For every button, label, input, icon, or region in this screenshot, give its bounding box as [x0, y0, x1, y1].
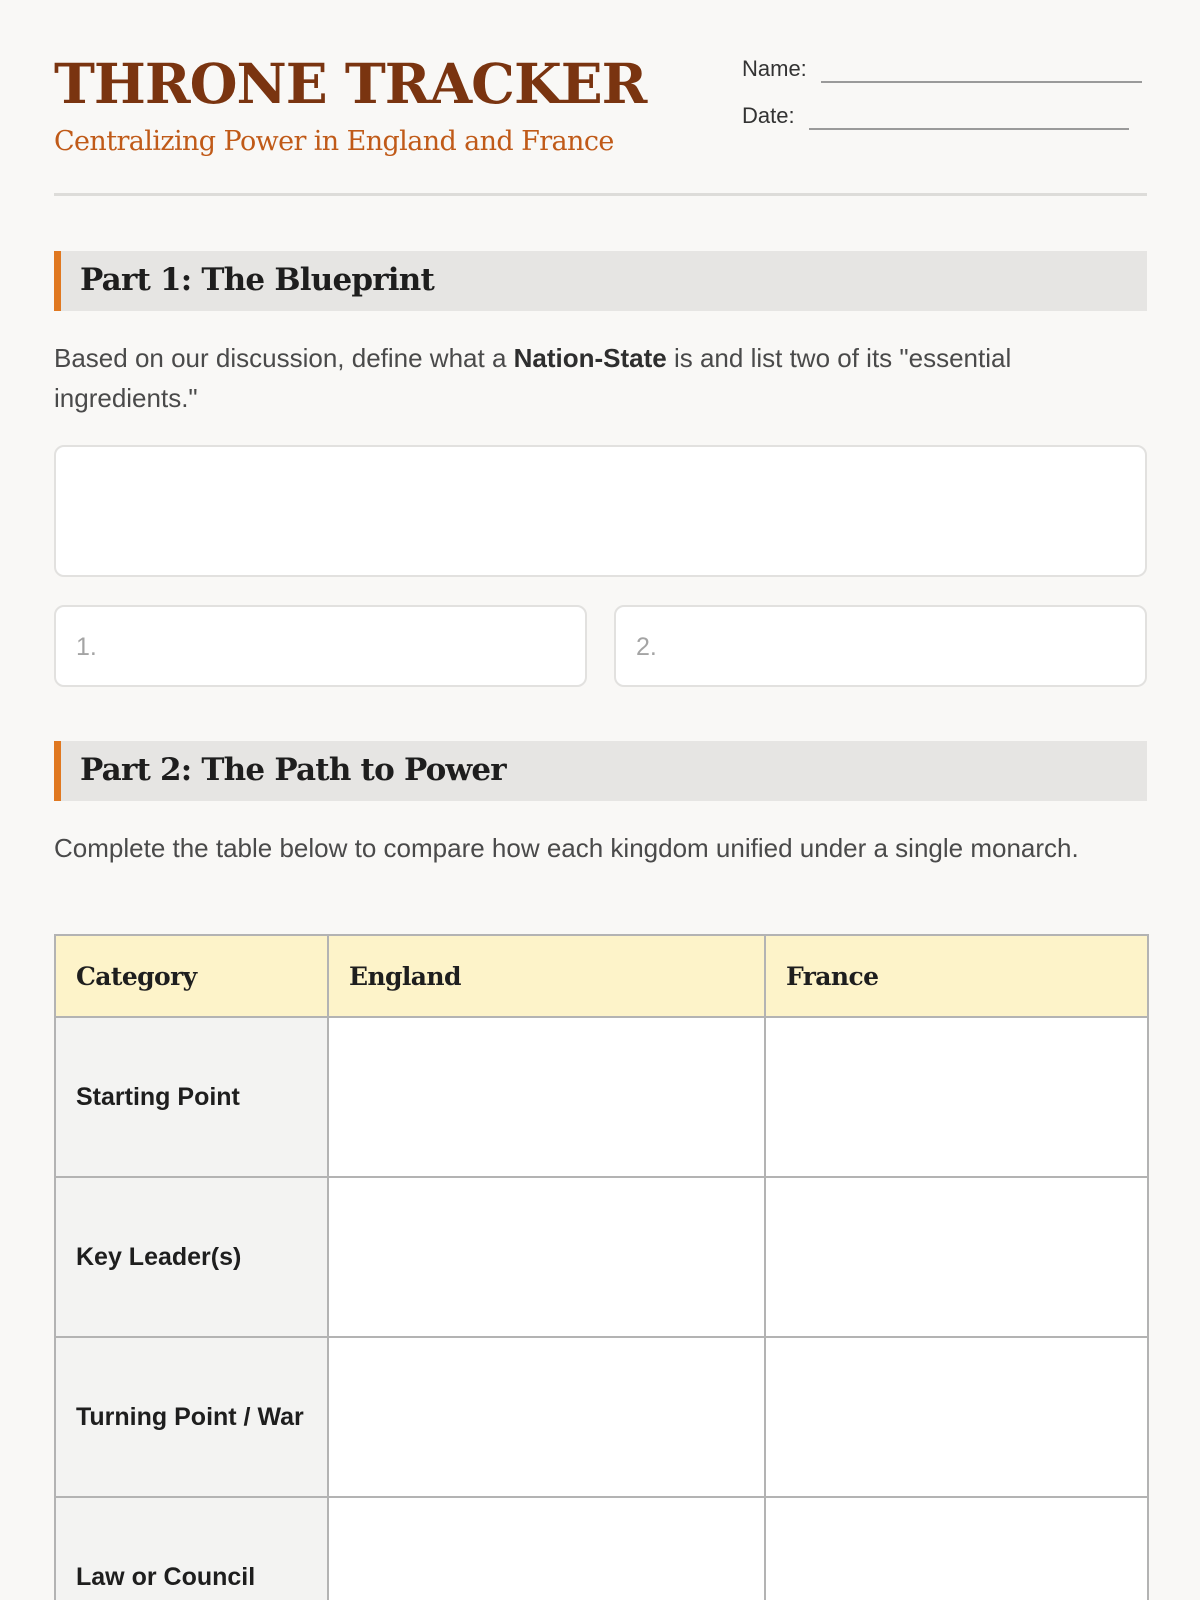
- part1-prompt: [54, 338, 1147, 418]
- row-category: Key Leader(s): [55, 1177, 328, 1337]
- name-label: Name:: [742, 56, 807, 81]
- page-subtitle: Centralizing Power in England and France: [54, 126, 614, 157]
- france-answer-cell[interactable]: [765, 1017, 1148, 1177]
- worksheet-page: [54, 0, 1147, 1591]
- ingredient-2-placeholder: 2.: [636, 633, 657, 661]
- ingredient-1-placeholder: 1.: [76, 633, 97, 661]
- part2-heading: [54, 741, 1147, 801]
- worksheet-header: [54, 0, 1147, 196]
- part2-heading-text: Part 2: The Path to Power: [80, 752, 506, 788]
- france-answer-cell[interactable]: [765, 1177, 1148, 1337]
- france-answer-cell[interactable]: [765, 1497, 1148, 1600]
- part1-prompt-keyword: Nation-State: [513, 343, 667, 373]
- row-category: Turning Point / War: [55, 1337, 328, 1497]
- column-header-category: Category: [55, 935, 328, 1017]
- comparison-table: [54, 934, 1149, 1600]
- table-row: [55, 1337, 1148, 1497]
- ingredient-2-box[interactable]: [614, 605, 1147, 687]
- part1-prompt-end: is and list two of its "essential ingredients.": [54, 343, 1012, 413]
- column-header-england: England: [328, 935, 765, 1017]
- part1-heading: [54, 251, 1147, 311]
- table-row: [55, 1497, 1148, 1600]
- england-answer-cell[interactable]: [328, 1017, 765, 1177]
- date-field[interactable]: [742, 103, 1129, 129]
- page-title: THRONE TRACKER: [54, 51, 647, 116]
- table-header-row: [55, 935, 1148, 1017]
- name-field[interactable]: [742, 56, 1142, 82]
- table-row: [55, 1017, 1148, 1177]
- part2-prompt: Complete the table below to compare how each kingdom unified under a single monarch.: [54, 833, 1079, 863]
- column-header-france: France: [765, 935, 1148, 1017]
- france-answer-cell[interactable]: [765, 1337, 1148, 1497]
- part1-heading-text: Part 1: The Blueprint: [80, 262, 435, 298]
- date-line[interactable]: [809, 128, 1129, 130]
- row-category: Law or Council: [55, 1497, 328, 1600]
- ingredient-1-box[interactable]: [54, 605, 587, 687]
- england-answer-cell[interactable]: [328, 1337, 765, 1497]
- england-answer-cell[interactable]: [328, 1497, 765, 1600]
- england-answer-cell[interactable]: [328, 1177, 765, 1337]
- definition-answer-box[interactable]: [54, 445, 1147, 577]
- part1-prompt-start: Based on our discussion, define what a: [54, 343, 514, 373]
- table-row: [55, 1177, 1148, 1337]
- date-label: Date:: [742, 103, 795, 128]
- name-line[interactable]: [821, 81, 1142, 83]
- row-category: Starting Point: [55, 1017, 328, 1177]
